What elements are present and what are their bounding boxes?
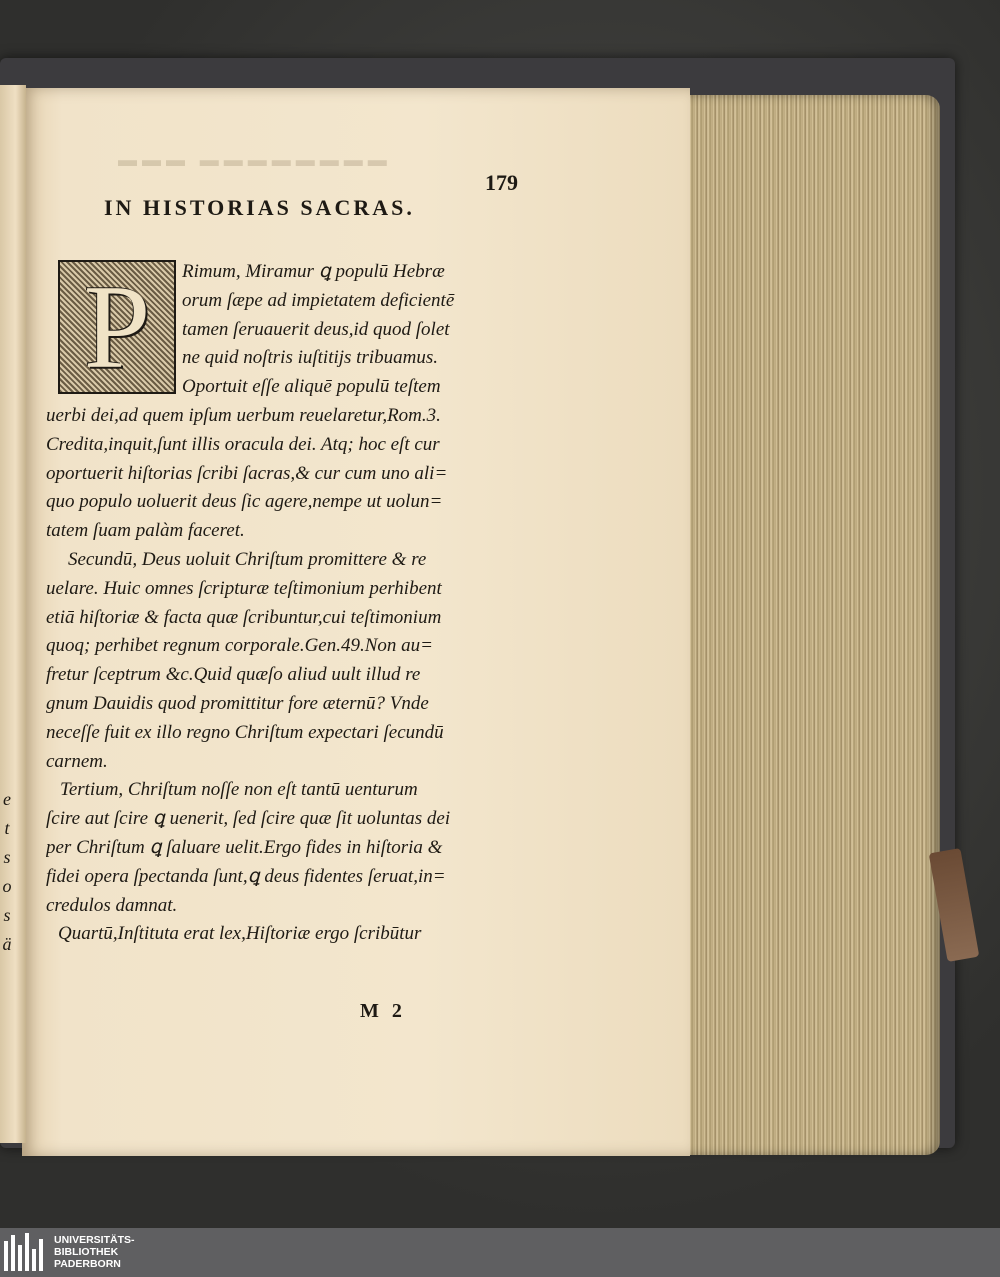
left-page-edge (0, 85, 26, 1143)
library-footer-bar (0, 1228, 1000, 1277)
signature-mark: M 2 (360, 1000, 406, 1022)
text-line: etiā hiſtoriæ & facta quæ ſcribuntur,cui teſtimonium (46, 606, 442, 628)
library-name[interactable] (54, 1234, 135, 1270)
text-line: per Chriſtum ꝗ ſaluare uelit.Ergo fides in hiſtoria & (46, 836, 443, 858)
library-name-line: BIBLIOTHEK (54, 1246, 119, 1258)
left-margin-letters (0, 785, 14, 959)
text-line: carnem. (46, 750, 108, 772)
library-name-line: PADERBORN (54, 1258, 121, 1270)
text-line: credulos damnat. (46, 894, 178, 916)
text-line: ne quid noſtris iuſtitijs tribuamus. (182, 347, 438, 369)
margin-glyph: s (3, 847, 11, 867)
show-through-text: ▬▬▬ ▬▬▬▬▬▬▬▬ (118, 150, 392, 171)
text-line: quo populo uoluerit deus ſic agere,nempe ut uolun= (46, 491, 443, 513)
text-line: Rimum, Miramur ꝗ populū Hebræ (182, 261, 445, 282)
text-line: Oportuit eſſe aliquē populū teſtem (182, 376, 441, 398)
text-line: tatem ſuam palàm faceret. (46, 520, 245, 542)
text-line: gnum Dauidis quod promittitur fore æternū? Vnde (46, 692, 429, 714)
library-logo-icon (4, 1233, 48, 1271)
page-fore-edge (658, 95, 940, 1155)
text-line: fidei opera ſpectanda ſunt,ꝗ deus fidentes ſeruat,in= (46, 865, 446, 887)
text-line: uelare. Huic omnes ſcripturæ teſtimonium perhibent (46, 577, 442, 599)
text-line: oportuerit hiſtorias ſcribi ſacras,& cur cum uno ali= (46, 462, 448, 484)
text-line: quoq; perhibet regnum corporale.Gen.49.Non au= (46, 635, 433, 657)
text-line: uerbi dei,ad quem ipſum uerbum reuelaretur,Rom.3. (46, 404, 441, 426)
text-line: neceſſe fuit ex illo regno Chriſtum expectari ſecundū (46, 721, 444, 743)
margin-glyph: o (2, 876, 12, 896)
running-head: IN HISTORIAS SACRAS. (104, 195, 415, 220)
text-line: orum ſæpe ad impietatem deficientē (182, 289, 455, 311)
text-line: fretur ſceptrum &c.Quid quæſo aliud uult illud re (46, 664, 421, 686)
text-line: tamen ſeruauerit deus,id quod ſolet (182, 318, 450, 340)
page-number: 179 (485, 170, 518, 195)
text-line: Secundū, Deus uoluit Chriſtum promittere & re (68, 548, 427, 570)
text-line: Tertium, Chriſtum noſſe non eſt tantū uenturum (60, 779, 418, 801)
initial-letter: P (83, 260, 151, 393)
text-line: Quartū,Inſtituta erat lex,Hiſtoriæ ergo ſcribūtur (58, 923, 422, 945)
body-text (46, 258, 516, 949)
text-line: Credita,inquit,ſunt illis oracula dei. Atq; hoc eſt cur (46, 433, 440, 455)
margin-glyph: ä (2, 934, 12, 954)
margin-glyph: t (4, 818, 10, 838)
library-name-line: UNIVERSITÄTS- (54, 1234, 135, 1246)
margin-glyph: e (3, 789, 11, 809)
text-line: ſcire aut ſcire ꝗ uenerit, ſed ſcire quæ ſit uoluntas dei (46, 808, 451, 830)
margin-glyph: s (3, 905, 11, 925)
